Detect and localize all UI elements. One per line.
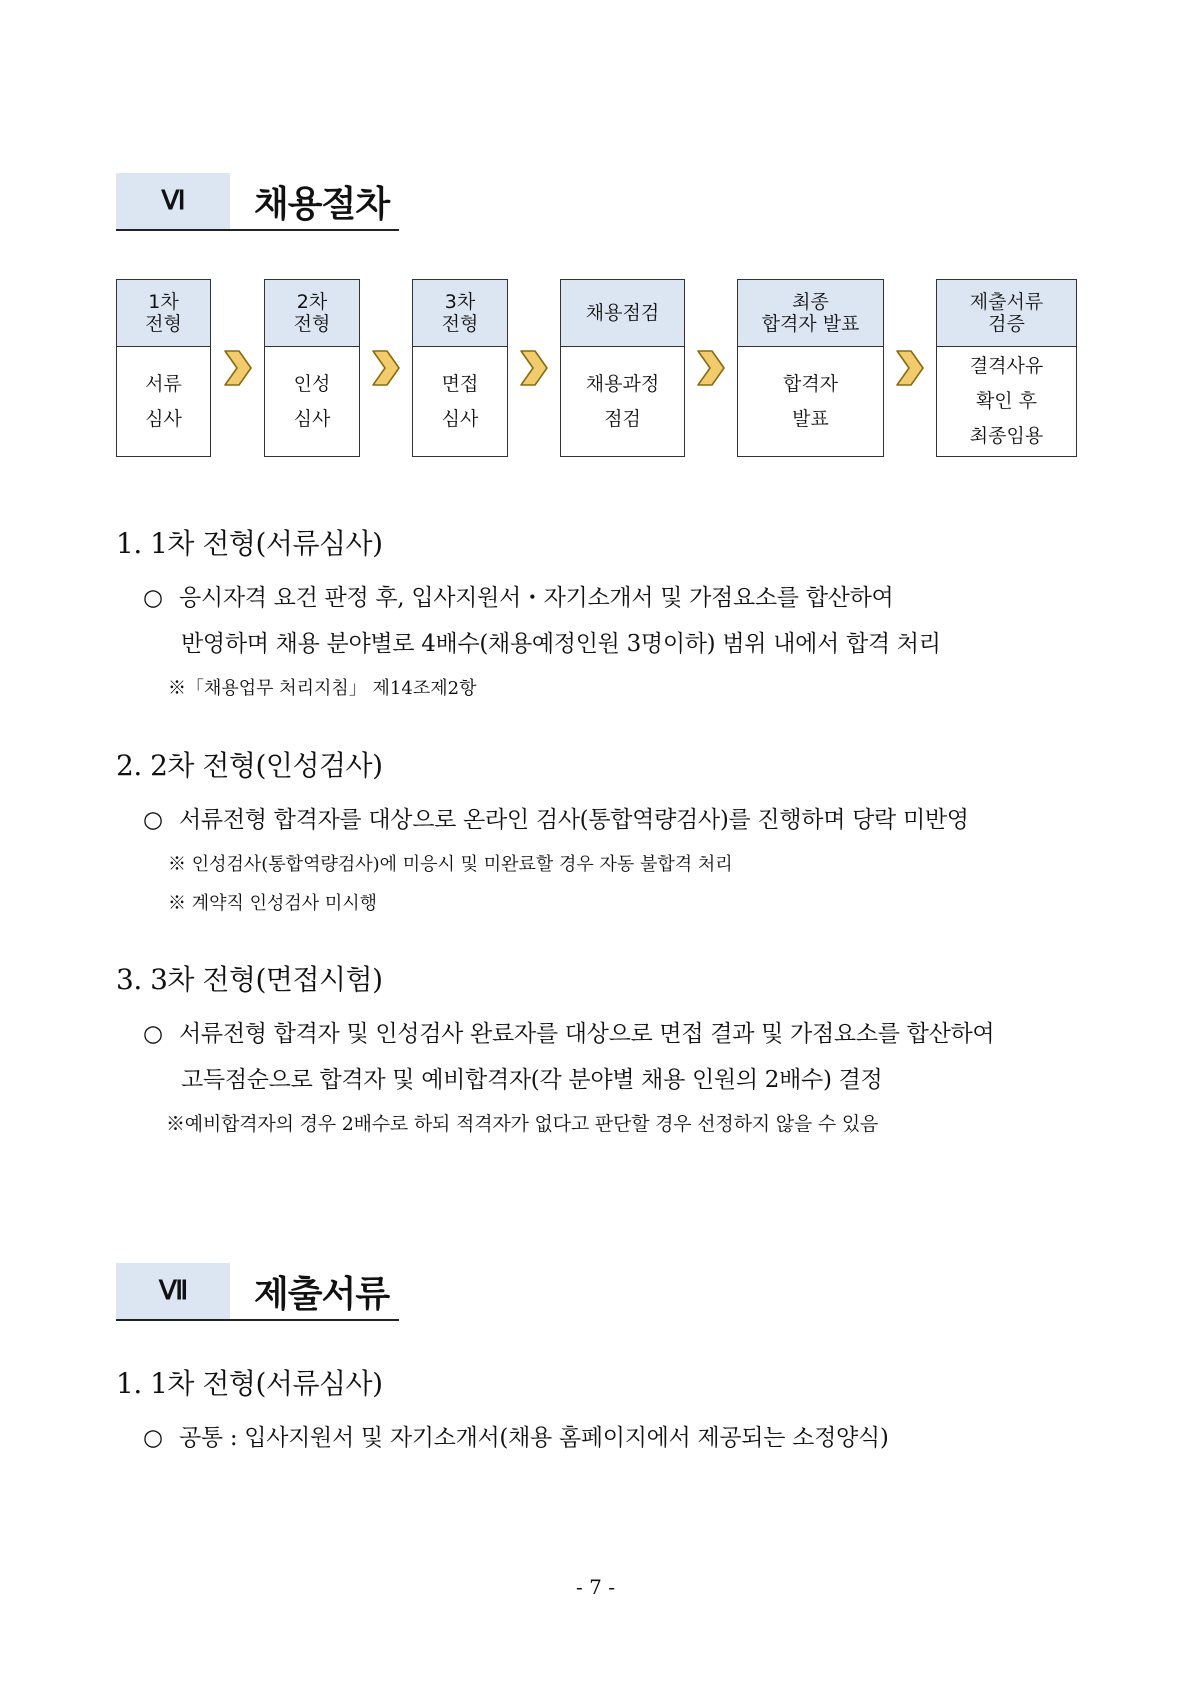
bullet-circle: ○ [143,1425,163,1451]
section-header-6 [116,173,399,231]
paragraph-text: 응시자격 요건 판정 후, 입사지원서・자기소개서 및 가점요소를 합산하여 [179,585,894,611]
subsection-heading: 2. 2차 전형(인성검사) [116,749,383,782]
flow-step-title: 3차 전형 [413,280,507,347]
flow-step-2 [264,279,360,457]
flow-step-5 [737,279,884,457]
bullet-circle: ○ [143,807,163,833]
flow-step-desc: 채용과정 점검 [585,372,660,430]
section-title: 채용절차 [254,183,390,225]
flow-step-desc: 면접 심사 [441,372,479,430]
flow-step-3 [412,279,508,457]
section-title: 제출서류 [254,1273,390,1315]
paragraph-line: 반영하며 채용 분야별로 4배수(채용예정인원 3명이하) 범위 내에서 합격 처리 [181,631,941,657]
reference-note: ※ 계약직 인성검사 미시행 [168,893,378,914]
flow-step-title: 채용점검 [561,280,684,347]
section-header-7 [116,1263,399,1321]
chevron-right-icon [370,348,402,388]
paragraph-line: 고득점순으로 합격자 및 예비합격자(각 분야별 채용 인원의 2배수) 결정 [181,1067,883,1093]
page-number: - 7 - [576,1575,615,1599]
flow-step-4 [560,279,685,457]
chevron-right-icon [222,348,254,388]
chevron-right-icon [695,348,727,388]
flow-step-6 [936,279,1077,457]
section-number: Ⅶ [116,1263,230,1319]
bullet-circle: ○ [143,585,163,611]
reference-note: ※예비합격자의 경우 2배수로 하되 적격자가 없다고 판단할 경우 선정하지 않을 수 있음 [166,1113,879,1135]
paragraph-text: 서류전형 합격자를 대상으로 온라인 검사(통합역량검사)를 진행하며 당락 미반영 [179,807,969,833]
chevron-right-icon [518,348,550,388]
flow-step-title: 최종 합격자 발표 [738,280,883,347]
paragraph-text: 서류전형 합격자 및 인성검사 완료자를 대상으로 면접 결과 및 가점요소를 합산하여 [179,1021,995,1047]
flow-step-title: 1차 전형 [117,280,210,347]
paragraph-line [143,1015,994,1048]
subsection-heading: 1. 1차 전형(서류심사) [116,527,383,560]
paragraph-text: 공통 : 입사지원서 및 자기소개서(채용 홈페이지에서 제공되는 소정양식) [179,1425,889,1451]
bullet-circle: ○ [143,1021,163,1047]
flow-step-title: 2차 전형 [265,280,359,347]
flow-step-title: 제출서류 검증 [937,280,1076,347]
paragraph-line [143,579,893,612]
reference-note: ※「채용업무 처리지침」 제14조제2항 [168,678,477,699]
flow-step-desc: 서류 심사 [145,372,182,430]
flow-step-1 [116,279,211,457]
reference-note: ※ 인성검사(통합역량검사)에 미응시 및 미완료할 경우 자동 불합격 처리 [168,854,733,875]
paragraph-line [143,1419,889,1452]
flow-step-desc: 결격사유 확인 후 최종임용 [969,355,1044,447]
chevron-right-icon [894,348,926,388]
subsection-heading: 3. 3차 전형(면접시험) [116,963,383,996]
section-number: Ⅵ [116,173,230,229]
flow-step-desc: 합격자 발표 [782,372,839,430]
paragraph-line [143,801,969,834]
subsection-heading: 1. 1차 전형(서류심사) [116,1367,383,1400]
flow-step-desc: 인성 심사 [293,372,331,430]
